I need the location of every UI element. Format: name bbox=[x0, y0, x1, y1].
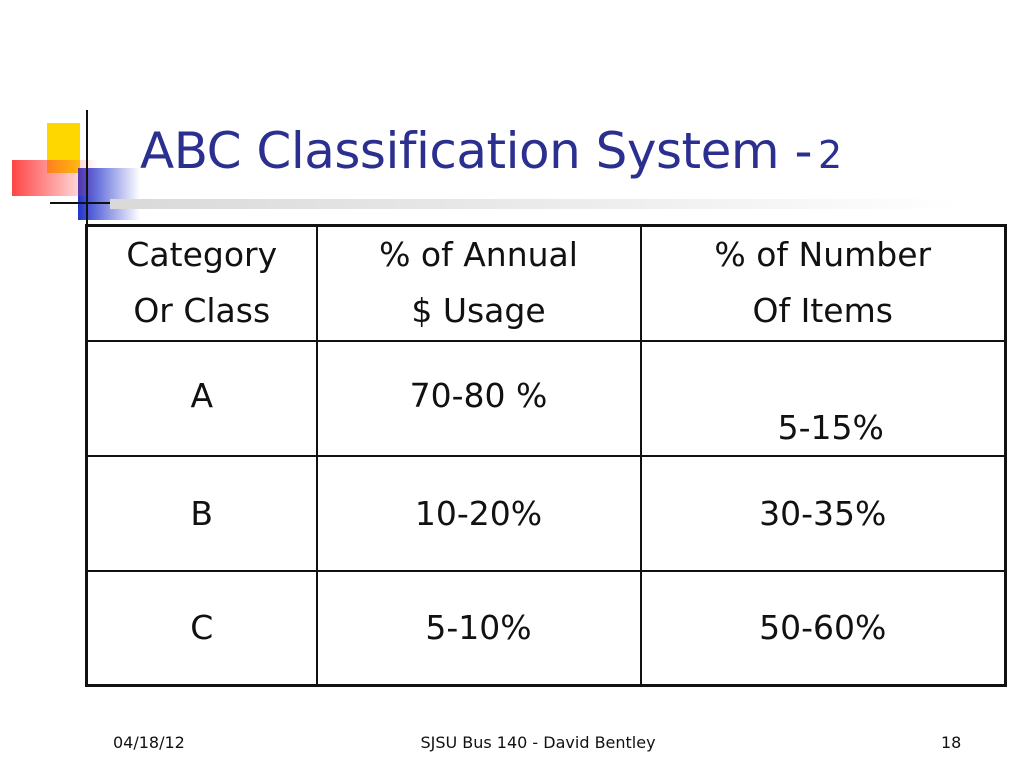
header-category bbox=[87, 226, 317, 341]
header-number-items bbox=[641, 226, 1006, 341]
table-header-row bbox=[87, 226, 1006, 341]
table-row bbox=[87, 456, 1006, 571]
table-row bbox=[87, 341, 1006, 456]
table-cell: 5-15% bbox=[641, 341, 1006, 456]
title-underline bbox=[110, 199, 960, 209]
header-line: Category bbox=[126, 235, 278, 275]
slide-title-number: 2 bbox=[818, 133, 842, 177]
footer-date: 04/18/12 bbox=[113, 733, 185, 752]
table-cell: 30-35% bbox=[641, 456, 1006, 571]
footer-page-number: 18 bbox=[941, 733, 962, 752]
table-cell: B bbox=[87, 456, 317, 571]
table-cell: C bbox=[87, 571, 317, 686]
table-cell: 10-20% bbox=[317, 456, 641, 571]
table-cell: 5-10% bbox=[317, 571, 641, 686]
header-line: % of Annual bbox=[379, 235, 578, 275]
header-line: Or Class bbox=[133, 291, 271, 331]
footer-course: SJSU Bus 140 - David Bentley bbox=[420, 733, 656, 752]
slide-title-text: ABC Classification System - bbox=[140, 122, 813, 180]
header-annual-usage bbox=[317, 226, 641, 341]
corner-ornament bbox=[0, 0, 140, 230]
table-cell: 70-80 % bbox=[317, 341, 641, 456]
header-line: Of Items bbox=[752, 291, 893, 331]
table-row bbox=[87, 571, 1006, 686]
slide-title bbox=[140, 122, 842, 180]
classification-table-container bbox=[85, 224, 1004, 687]
classification-table bbox=[85, 224, 1007, 687]
header-line: $ Usage bbox=[411, 291, 546, 331]
table-cell: 50-60% bbox=[641, 571, 1006, 686]
table-cell: A bbox=[87, 341, 317, 456]
header-line: % of Number bbox=[714, 235, 932, 275]
